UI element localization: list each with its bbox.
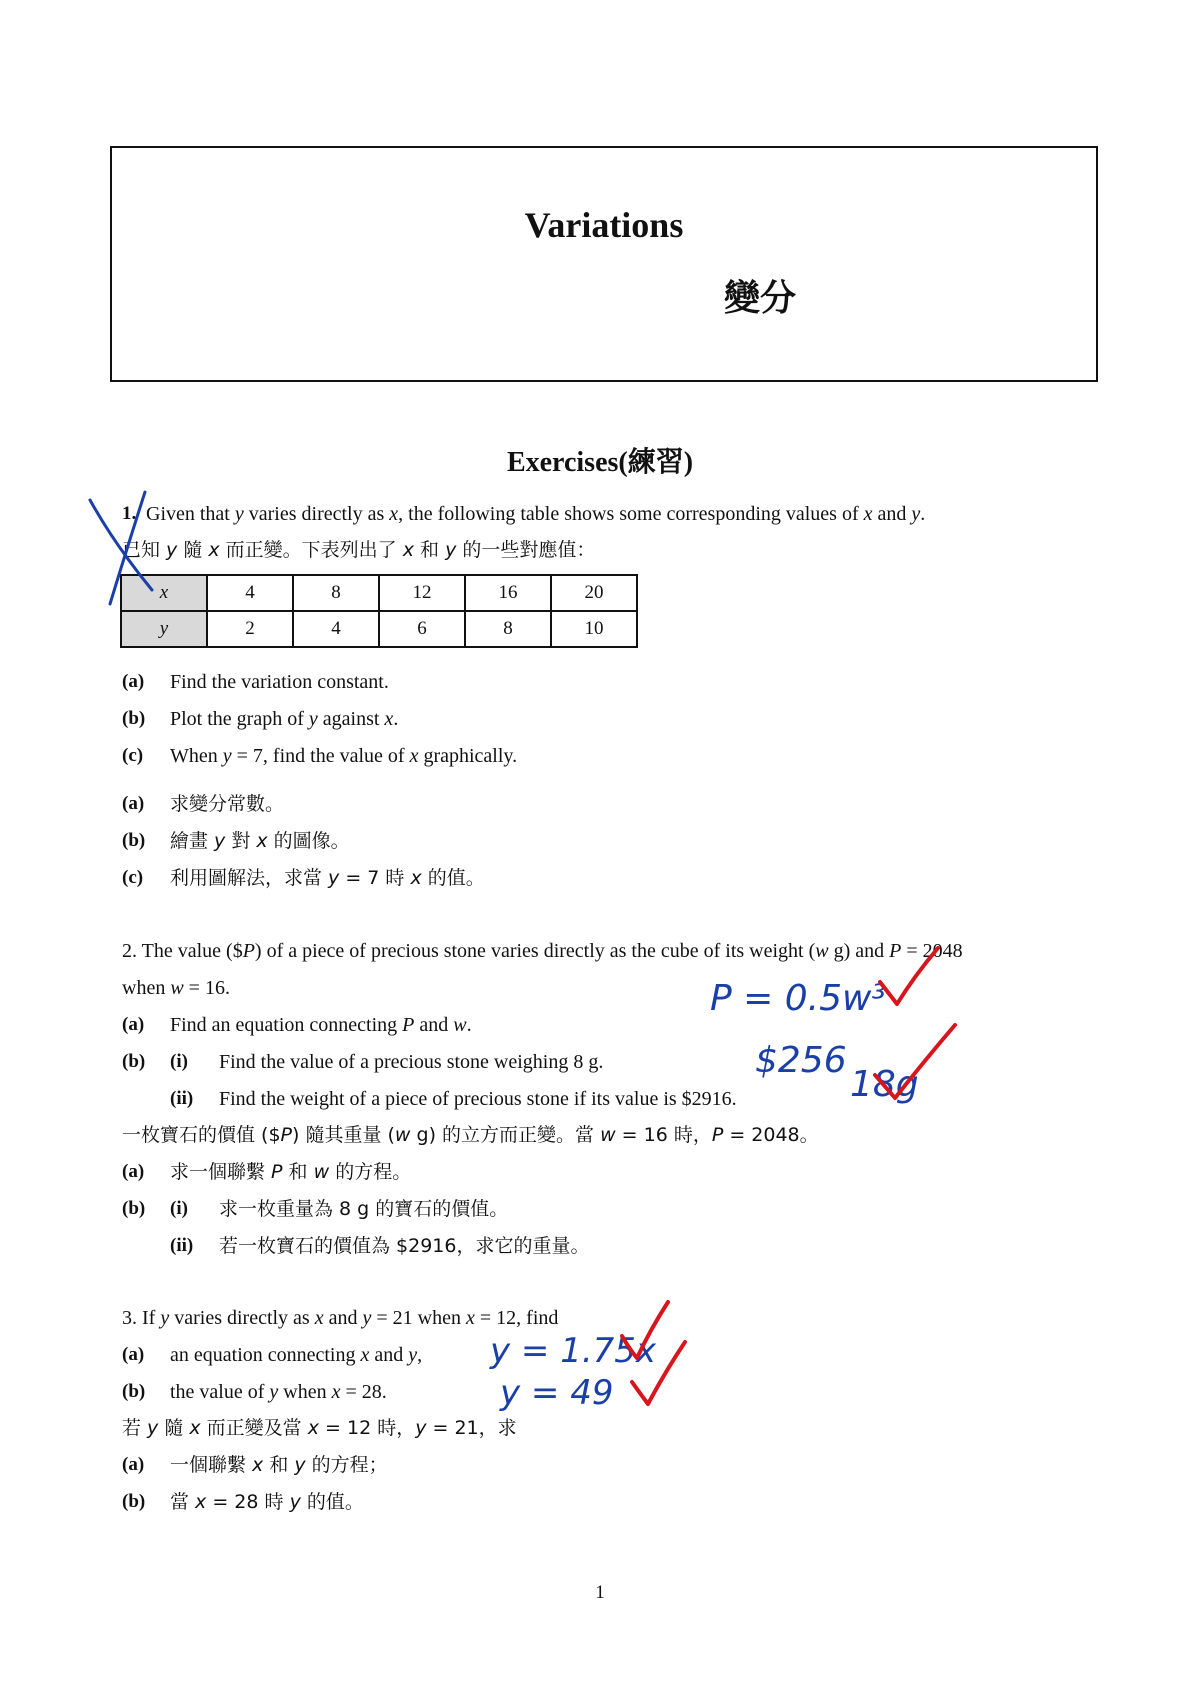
q3-a-answer bbox=[489, 1331, 657, 1371]
check-mark-q3-a bbox=[622, 1302, 668, 1358]
table-cell: 8 bbox=[465, 611, 551, 647]
table-cell: 20 bbox=[551, 575, 637, 611]
q1-statement-zh: 已知 y 隨 x 而正變。下表列出了 x 和 y 的一些對應值： bbox=[122, 539, 596, 561]
q1-part-b-text: Plot the graph of y against x. bbox=[170, 708, 399, 730]
values-table bbox=[120, 574, 638, 648]
q3-statement-en: 3. If y varies directly as x and y = 21 when x = 12, find bbox=[122, 1307, 559, 1329]
q2-bii-answer bbox=[850, 1064, 919, 1105]
check-mark-q3-b bbox=[632, 1342, 685, 1404]
q2-part-a-label: (a) bbox=[122, 1014, 145, 1035]
q1-part-c-text: When y = 7, find the value of x graphically. bbox=[170, 745, 518, 767]
q2-a-answer bbox=[710, 978, 886, 1019]
q1-number: 1. bbox=[122, 503, 137, 524]
exercises-heading: Exercises(練習) bbox=[506, 447, 694, 478]
q3-part-b-text: the value of y when x = 28. bbox=[170, 1381, 387, 1403]
q2-statement-line2: when w = 16. bbox=[122, 977, 230, 999]
title-english: Variations bbox=[524, 205, 684, 245]
q2-part-a-text: Find an equation connecting P and w. bbox=[170, 1014, 472, 1036]
q3-b-answer-text: y = 49 bbox=[500, 1373, 614, 1413]
table-cell: 2 bbox=[207, 611, 293, 647]
q2-a-answer-text: P = 0.5w³ bbox=[710, 978, 886, 1019]
table-cell: 16 bbox=[465, 575, 551, 611]
q2-zh-part-bi-text: 求一枚重量為 8 g 的寶石的價值。 bbox=[219, 1198, 509, 1220]
page-number: 1 bbox=[595, 1582, 605, 1603]
q3-b-answer bbox=[499, 1373, 614, 1413]
q1-part-c-label: (c) bbox=[122, 745, 144, 766]
q1-zh-part-c-text: 利用圖解法，求當 y = 7 時 x 的值。 bbox=[170, 867, 485, 889]
q3-part-a-label: (a) bbox=[122, 1344, 145, 1365]
table-cell: 6 bbox=[379, 611, 465, 647]
q2-zh-part-a-text: 求一個聯繫 P 和 w 的方程。 bbox=[170, 1161, 412, 1183]
q1-zh-part-b-text: 繪畫 y 對 x 的圖像。 bbox=[170, 830, 350, 852]
q2-zh-part-bii-text: 若一枚寶石的價值為 $2916，求它的重量。 bbox=[219, 1235, 590, 1257]
table-header-y: y bbox=[121, 611, 207, 647]
q2-statement-zh: 一枚寶石的價值 ($P) 隨其重量 (w g) 的立方而正變。當 w = 16 時，P = 2048。 bbox=[122, 1124, 819, 1146]
q3-statement-zh: 若 y 隨 x 而正變及當 x = 12 時，y = 21，求 bbox=[122, 1417, 517, 1439]
q3-part-b-label: (b) bbox=[122, 1381, 146, 1402]
q1-zh-part-b-label: (b) bbox=[122, 830, 146, 851]
q2-zh-part-a-label: (a) bbox=[122, 1161, 145, 1182]
q2-bi-answer-text: $256 bbox=[755, 1040, 847, 1081]
q3-zh-part-a-text: 一個聯繫 x 和 y 的方程； bbox=[170, 1454, 388, 1476]
table-cell: 4 bbox=[207, 575, 293, 611]
q1-zh-part-c-label: (c) bbox=[122, 867, 144, 888]
table-row-x bbox=[121, 575, 637, 611]
red-check-marks bbox=[622, 948, 955, 1404]
check-mark-q2-b bbox=[875, 1025, 955, 1098]
q2-zh-part-b-label: (b) bbox=[122, 1198, 146, 1219]
q2-statement-line1: 2. The value ($P) of a piece of precious stone varies directly as the cube of its weight (w g) and P = 2048 bbox=[122, 940, 963, 962]
q3-zh-part-b-label: (b) bbox=[122, 1491, 146, 1512]
table-cell: 4 bbox=[293, 611, 379, 647]
q2-part-bi-text: Find the value of a precious stone weighing 8 g. bbox=[219, 1051, 604, 1073]
title-chinese: 變分 bbox=[724, 278, 797, 319]
q3-part-a-text: an equation connecting x and y, bbox=[170, 1344, 423, 1366]
q2-zh-part-bi-label: (i) bbox=[170, 1198, 188, 1219]
q1-zh-part-a-label: (a) bbox=[122, 793, 145, 814]
q1-part-a-label: (a) bbox=[122, 671, 145, 692]
q1-part-a-text: Find the variation constant. bbox=[170, 671, 389, 693]
q2-bii-answer-text: 18g bbox=[850, 1064, 919, 1105]
q2-part-bii-text: Find the weight of a piece of precious stone if its value is $2916. bbox=[219, 1088, 737, 1110]
q2-part-b-label: (b) bbox=[122, 1051, 146, 1072]
table-cell: 8 bbox=[293, 575, 379, 611]
q3-zh-part-a-label: (a) bbox=[122, 1454, 145, 1475]
q1-statement-en: Given that y varies directly as x, the following table shows some corresponding values of x and y. bbox=[146, 503, 926, 525]
table-header-x: x bbox=[121, 575, 207, 611]
q2-part-bi-label: (i) bbox=[170, 1051, 188, 1072]
table-cell: 10 bbox=[551, 611, 637, 647]
table-cell: 12 bbox=[379, 575, 465, 611]
q3-zh-part-b-text: 當 x = 28 時 y 的值。 bbox=[170, 1491, 364, 1513]
q2-part-bii-label: (ii) bbox=[170, 1088, 194, 1109]
q2-bi-answer bbox=[755, 1040, 847, 1081]
q1-part-b-label: (b) bbox=[122, 708, 146, 729]
title-box bbox=[110, 146, 1098, 382]
table-row-y bbox=[121, 611, 637, 647]
q1-zh-part-a-text: 求變分常數。 bbox=[170, 793, 285, 815]
q3-a-answer-text: y = 1.75x bbox=[490, 1331, 657, 1371]
q2-zh-part-bii-label: (ii) bbox=[170, 1235, 194, 1256]
